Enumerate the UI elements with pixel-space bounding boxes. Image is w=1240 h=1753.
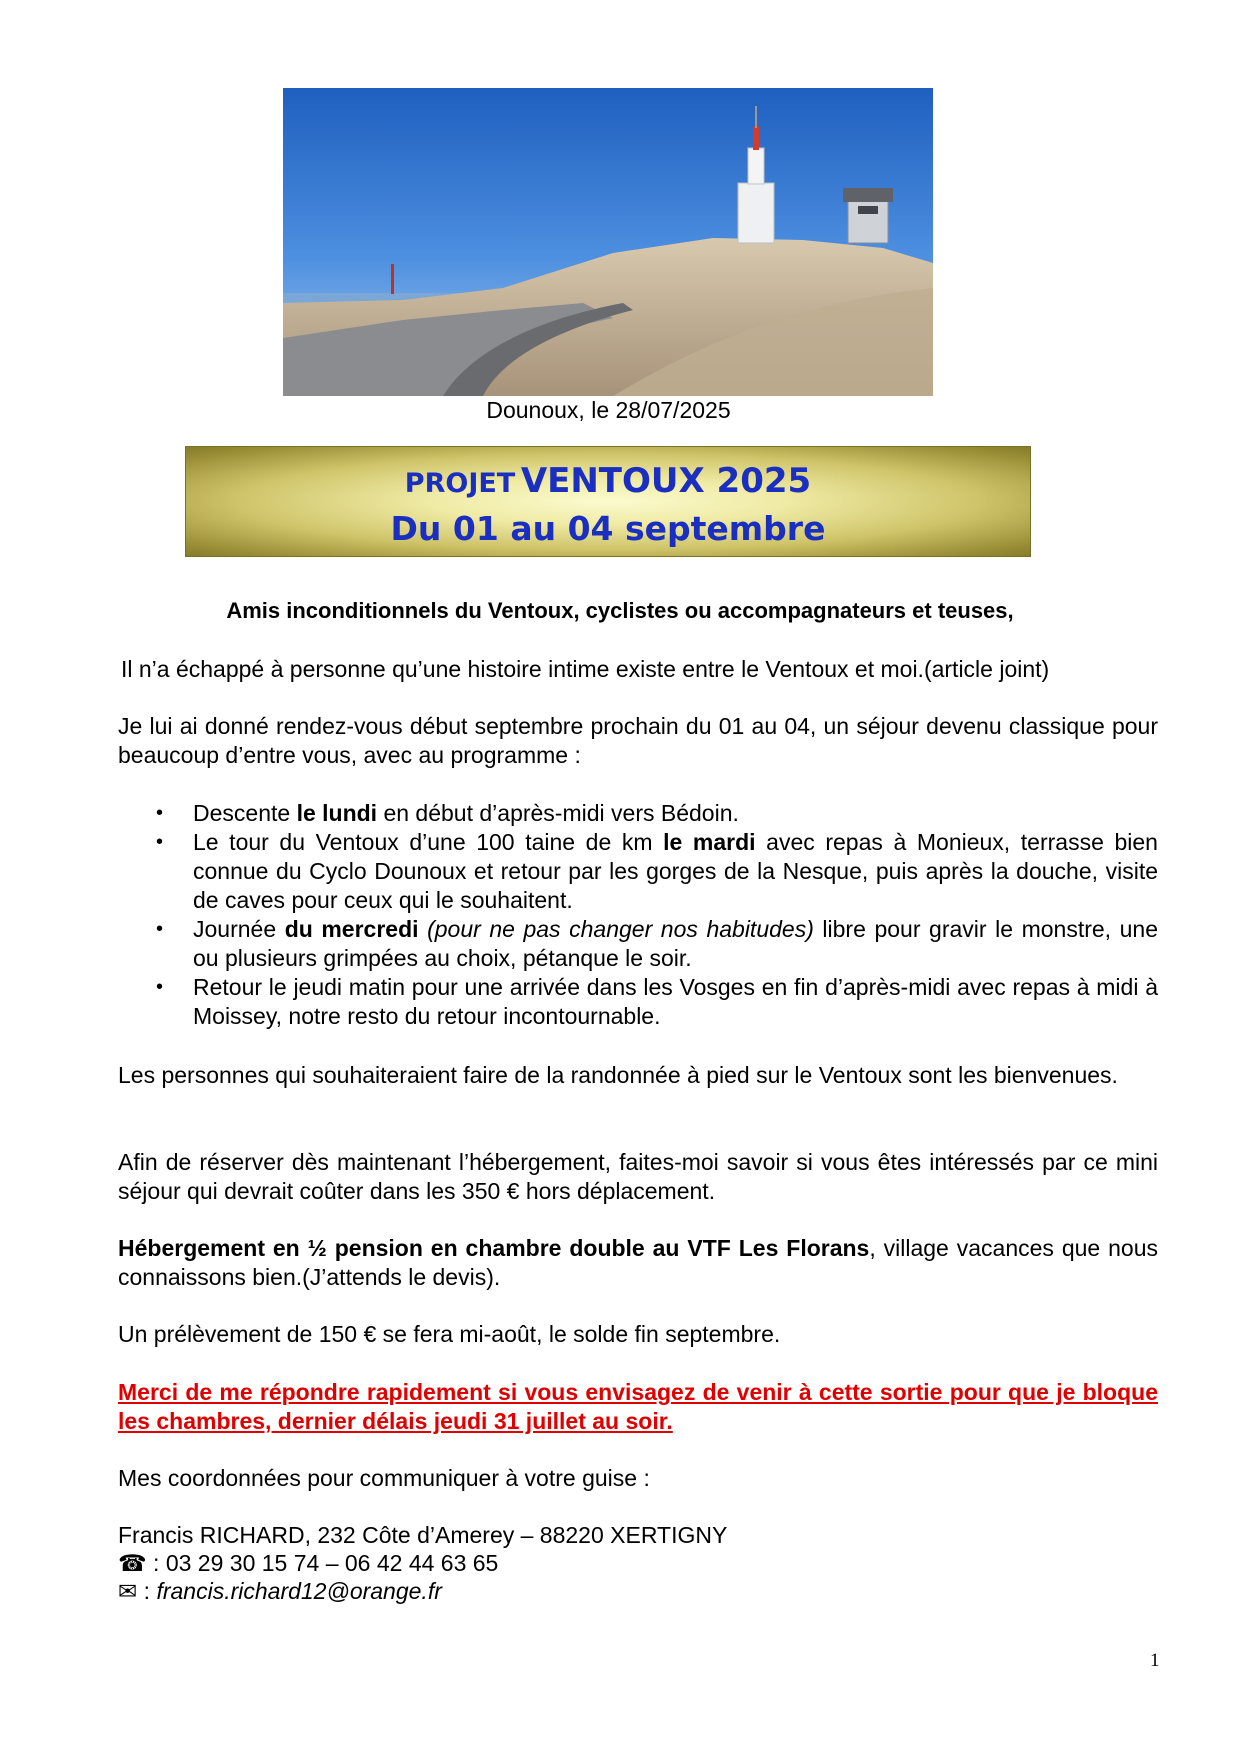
- contact-address: Francis RICHARD, 232 Côte d’Amerey – 88220 XERTIGNY: [118, 1522, 728, 1548]
- bullet-icon: •: [156, 831, 164, 853]
- urgent-notice: Merci de me répondre rapidement si vous envisagez de venir à cette sortie pour que je bloque les chambres, dernier délais jeudi 31 juillet au soir.: [118, 1379, 1158, 1434]
- contact-email: ✉ : francis.richard12@orange.fr: [118, 1578, 442, 1604]
- page-number: 1: [1150, 1650, 1160, 1671]
- title-word-ventoux: VENTOUX 2025: [520, 461, 812, 501]
- ventoux-photo-drawing: [283, 88, 933, 396]
- program-list: [118, 799, 1158, 1031]
- program-item-mercredi: • Journée du mercredi (pour ne pas changer nos habitudes) libre pour gravir le monstre, une ou plusieurs grimpées au choix, pétanque le soir.: [156, 916, 1158, 971]
- paragraph-prelevement: Un prélèvement de 150 € se fera mi-août, le solde fin septembre.: [118, 1321, 781, 1347]
- intro-line: Il n’a échappé à personne qu’une histoire intime existe entre le Ventoux et moi.(article joint): [121, 656, 1050, 682]
- email-link[interactable]: francis.richard12@orange.fr: [156, 1578, 442, 1604]
- date-line: Dounoux, le 28/07/2025: [486, 397, 731, 423]
- paragraph-rendezvous: Je lui ai donné rendez-vous début septembre prochain du 01 au 04, un séjour devenu classique pour beaucoup d’entre vous, avec au programme :: [118, 713, 1158, 768]
- title-banner: [185, 446, 1031, 557]
- paragraph-hebergement: Hébergement en ½ pension en chambre double au VTF Les Florans, village vacances que nous connaissons bien.(J’attends le devis).: [118, 1235, 1158, 1290]
- program-item-jeudi: • Retour le jeudi matin pour une arrivée dans les Vosges en fin d’après-midi avec repas à midi à Moissey, notre resto du retour incontournable.: [156, 974, 1158, 1029]
- phone-icon: ☎: [118, 1550, 147, 1576]
- title-line-1: [186, 461, 1030, 501]
- greeting: Amis inconditionnels du Ventoux, cyclistes ou accompagnateurs et teuses,: [226, 598, 1014, 623]
- program-item-mardi: • Le tour du Ventoux d’une 100 taine de km le mardi avec repas à Monieux, terrasse bien connue du Cyclo Dounoux et retour par les gorges de la Nesque, puis après la douche, visite de caves pour ceux qui le souhaitent.: [156, 829, 1158, 913]
- paragraph-reservation: Afin de réserver dès maintenant l’hébergement, faites-moi savoir si vous êtes intéressés par ce mini séjour qui devrait coûter dans les 350 € hors déplacement.: [118, 1149, 1158, 1204]
- title-line-2: Du 01 au 04 septembre: [390, 509, 826, 548]
- contact-phone: ☎ : 03 29 30 15 74 – 06 42 44 63 65: [118, 1550, 499, 1576]
- contact-intro: Mes coordonnées pour communiquer à votre guise :: [118, 1465, 650, 1491]
- title-word-projet: PROJET: [404, 468, 516, 499]
- bullet-icon: •: [156, 918, 164, 940]
- ventoux-photo: [283, 88, 933, 396]
- program-item-lundi: • Descente le lundi en début d’après-midi vers Bédoin.: [156, 800, 739, 826]
- bullet-icon: •: [156, 976, 164, 998]
- paragraph-randonnee: Les personnes qui souhaiteraient faire de la randonnée à pied sur le Ventoux sont les bienvenues.: [118, 1062, 1118, 1088]
- bullet-icon: •: [156, 802, 164, 824]
- envelope-icon: ✉: [118, 1578, 138, 1604]
